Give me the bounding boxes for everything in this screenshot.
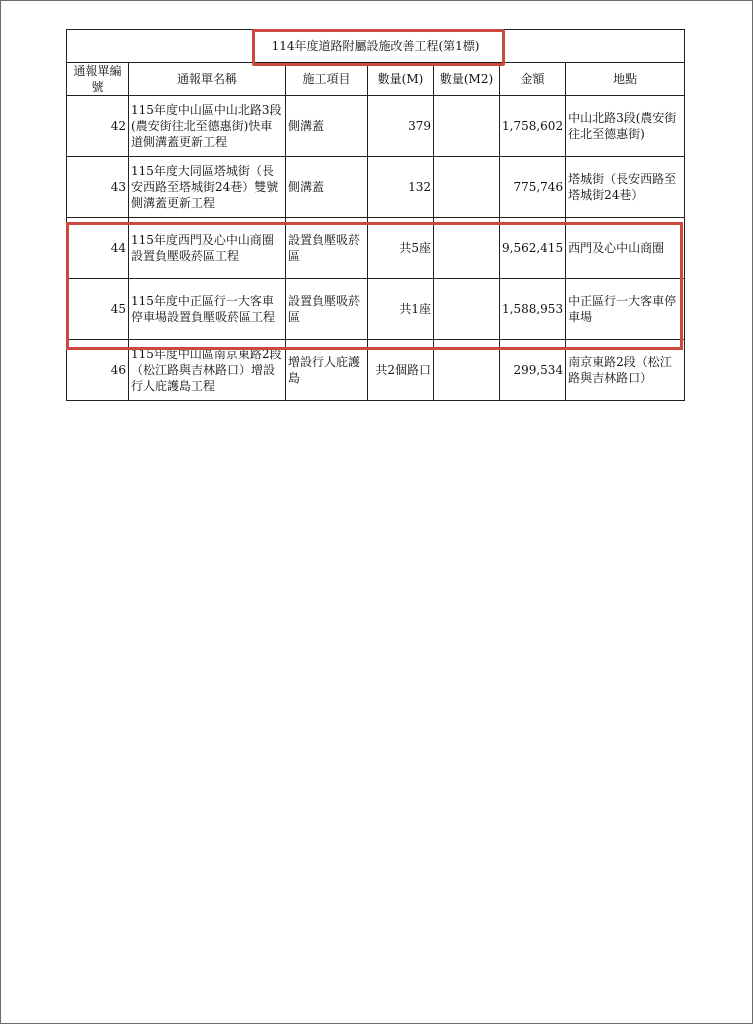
cell-qty-m2 [434, 157, 500, 218]
header-qty-m2: 數量(M2) [434, 63, 500, 96]
cell-qty-m2 [434, 279, 500, 340]
cell-qty-m: 共1座 [368, 279, 434, 340]
cell-location: 南京東路2段（松江路與吉林路口） [566, 340, 685, 401]
header-location: 地點 [566, 63, 685, 96]
title-row [67, 30, 685, 63]
cell-location: 西門及心中山商圈 [566, 218, 685, 279]
cell-work-item: 增設行人庇護島 [286, 340, 368, 401]
cell-report-no: 46 [67, 340, 129, 401]
cell-report-name: 115年度西門及心中山商圈設置負壓吸菸區工程 [129, 218, 286, 279]
table-row [67, 279, 685, 340]
cell-report-name: 115年度大同區塔城街（長安西路至塔城街24巷）雙號側溝蓋更新工程 [129, 157, 286, 218]
table-row [67, 218, 685, 279]
cell-qty-m2 [434, 340, 500, 401]
cell-qty-m: 共2個路口 [368, 340, 434, 401]
cell-location: 中山北路3段(農安街往北至德惠街) [566, 96, 685, 157]
cell-report-no: 43 [67, 157, 129, 218]
table-row [67, 96, 685, 157]
cell-amount: 1,758,602 [500, 96, 566, 157]
table-row [67, 340, 685, 401]
cell-report-name: 115年度中山區南京東路2段（松江路與吉林路口）增設行人庇護島工程 [129, 340, 286, 401]
cell-work-item: 設置負壓吸菸區 [286, 218, 368, 279]
project-table [66, 29, 685, 401]
header-qty-m: 數量(M) [368, 63, 434, 96]
cell-report-no: 44 [67, 218, 129, 279]
cell-report-no: 42 [67, 96, 129, 157]
cell-work-item: 設置負壓吸菸區 [286, 279, 368, 340]
cell-report-name: 115年度中正區行一大客車停車場設置負壓吸菸區工程 [129, 279, 286, 340]
cell-report-no: 45 [67, 279, 129, 340]
cell-amount: 9,562,415 [500, 218, 566, 279]
table-row [67, 157, 685, 218]
header-row [67, 63, 685, 96]
cell-qty-m: 132 [368, 157, 434, 218]
cell-location: 塔城街（長安西路至塔城街24巷） [566, 157, 685, 218]
cell-qty-m: 共5座 [368, 218, 434, 279]
cell-amount: 1,588,953 [500, 279, 566, 340]
cell-amount: 299,534 [500, 340, 566, 401]
header-work-item: 施工項目 [286, 63, 368, 96]
cell-amount: 775,746 [500, 157, 566, 218]
header-report-no: 通報單編號 [67, 63, 129, 96]
header-amount: 金額 [500, 63, 566, 96]
cell-qty-m: 379 [368, 96, 434, 157]
table-container [66, 29, 685, 401]
cell-work-item: 側溝蓋 [286, 157, 368, 218]
cell-work-item: 側溝蓋 [286, 96, 368, 157]
table-title: 114年度道路附屬設施改善工程(第1標) [67, 30, 685, 63]
cell-location: 中正區行一大客車停車場 [566, 279, 685, 340]
header-report-name: 通報單名稱 [129, 63, 286, 96]
cell-report-name: 115年度中山區中山北路3段(農安街往北至德惠街)快車道側溝蓋更新工程 [129, 96, 286, 157]
cell-qty-m2 [434, 218, 500, 279]
cell-qty-m2 [434, 96, 500, 157]
